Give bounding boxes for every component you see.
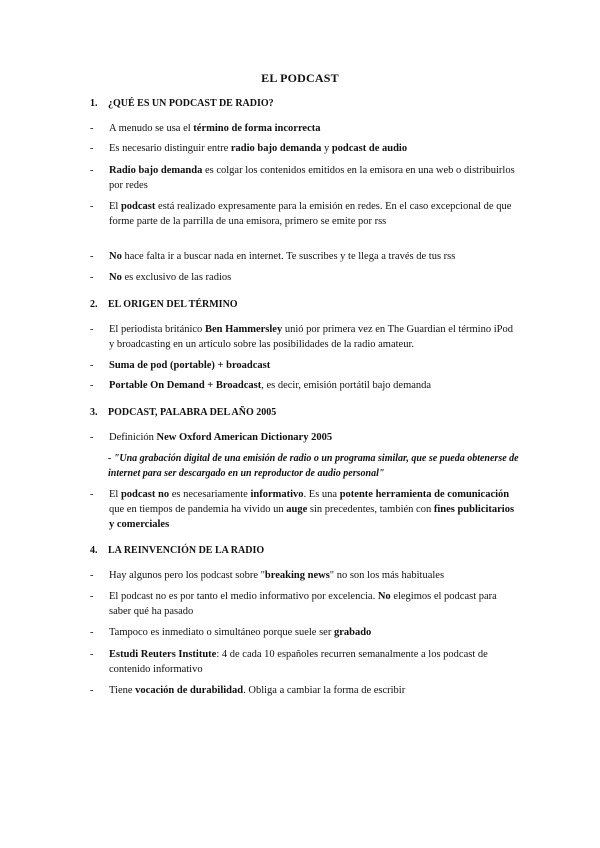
list-item: - Tiene vocación de durabilidad. Obliga a cambiar la forma de escribir xyxy=(90,685,406,696)
list-item: - Portable On Demand + Broadcast, es decir, emisión portátil bajo demanda xyxy=(90,380,432,391)
section-heading: 4. LA REINVENCIÓN DE LA RADIO xyxy=(90,545,265,556)
list-item: - Definición New Oxford American Dictionary 2005 xyxy=(90,432,333,443)
list-item: - El podcast no es necesariamente informativo. Es una potente herramienta de comunicación que en tiempos de pandemia ha vivido un auge sin precedentes, también con fines publicitarios y comerciales xyxy=(90,489,515,530)
list-item: - Estudi Reuters Institute: 4 de cada 10 españoles recurren semanalmente a los podcast de contenido informativo xyxy=(90,649,488,675)
section-heading: 1. ¿QUÉ ES UN PODCAST DE RADIO? xyxy=(90,98,274,109)
list-item: - El podcast está realizado expresamente para la emisión en redes. En el caso excepcional de que forme parte de la parrilla de una emisora, primero se emite por rss xyxy=(90,201,512,227)
list-item: - El periodista británico Ben Hammersley unió por primera vez en The Guardian el término iPod y broadcasting en un artículo sobre las posibilidades de la radio amateur. xyxy=(90,324,513,350)
list-item: - Tampoco es inmediato o simultáneo porque suele ser grabado xyxy=(90,627,372,638)
list-item: - No hace falta ir a buscar nada en internet. Te suscribes y te llega a través de tus rss xyxy=(90,251,456,262)
list-item: - Hay algunos pero los podcast sobre "breaking news" no son los más habituales xyxy=(90,570,445,581)
dictionary-quote: - "Una grabación digital de una emisión de radio o un programa similar, que se pueda obtenerse de internet para ser descargado en un reproductor de audio personal" xyxy=(108,453,519,479)
list-item: - Radio bajo demanda es colgar los contenidos emitidos en la emisora en una web o distribuirlos por redes xyxy=(90,165,515,191)
list-item: - Es necesario distinguir entre radio bajo demanda y podcast de audio xyxy=(90,143,408,154)
section-heading: 3. PODCAST, PALABRA DEL AÑO 2005 xyxy=(90,407,277,418)
list-item: - El podcast no es por tanto el medio informativo por excelencia. No elegimos el podcast para saber qué ha pasado xyxy=(90,591,497,617)
section-heading: 2. EL ORIGEN DEL TÉRMINO xyxy=(90,299,238,310)
list-item: - A menudo se usa el término de forma incorrecta xyxy=(90,123,321,134)
page-title: EL PODCAST xyxy=(261,71,339,85)
list-item: - No es exclusivo de las radios xyxy=(90,272,232,283)
list-item: - Suma de pod (portable) + broadcast xyxy=(90,360,271,371)
